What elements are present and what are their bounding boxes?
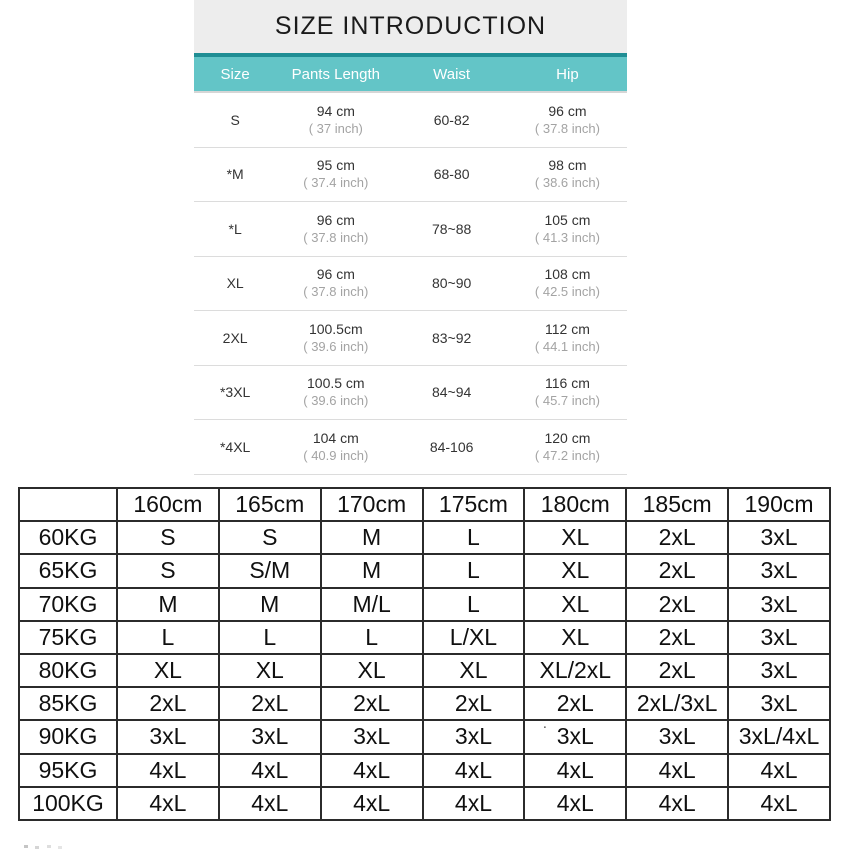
recommended-size-cell: 3xL <box>219 720 321 753</box>
recommended-size-cell: 2xL <box>626 621 728 654</box>
hip-cell-inch-value: ( 47.2 inch) <box>534 447 600 463</box>
waist-cell <box>395 274 508 292</box>
hip-cell <box>508 211 627 247</box>
matrix-corner-cell <box>19 488 117 521</box>
recommended-size-cell: M <box>321 521 423 554</box>
pants-length-cell-inch-value: ( 37.8 inch) <box>303 284 369 300</box>
size-cell-value: *4XL <box>219 438 251 455</box>
weight-label-cell: 70KG <box>19 588 117 621</box>
column-header-size: Size <box>220 65 250 83</box>
pants-length-cell-inch-value: ( 37 inch) <box>308 120 363 136</box>
hip-cell-value: 108 cm <box>544 266 591 283</box>
recommended-size-cell: 4xL <box>626 754 728 787</box>
recommended-size-cell: 2xL <box>117 687 219 720</box>
recommended-size-cell: M <box>117 588 219 621</box>
recommended-size-cell: XL <box>321 654 423 687</box>
recommended-size-cell: 3xL <box>728 621 830 654</box>
recommended-size-cell: 4xL <box>423 787 525 820</box>
waist-cell <box>395 111 508 129</box>
recommended-size-cell: XL <box>524 621 626 654</box>
recommended-size-cell: 3xL <box>728 687 830 720</box>
size-cell <box>194 383 276 401</box>
pants-length-cell-value: 94 cm <box>316 102 355 119</box>
recommended-size-cell: XL/2xL <box>524 654 626 687</box>
recommended-size-cell: 2xL <box>219 687 321 720</box>
recommended-size-cell: L <box>117 621 219 654</box>
pants-length-cell-value: 100.5 cm <box>307 375 365 392</box>
matrix-row <box>19 687 830 720</box>
size-cell-value: S <box>230 111 240 128</box>
height-header-cell: 190cm <box>728 488 830 521</box>
waist-cell <box>395 220 508 238</box>
hip-cell-value: 98 cm <box>548 157 587 174</box>
height-header-cell: 175cm <box>423 488 525 521</box>
hip-cell-value: 116 cm <box>545 375 590 392</box>
column-header-pants-length: Pants Length <box>291 65 380 83</box>
waist-cell <box>395 438 508 456</box>
size-cell-value: 2XL <box>222 329 248 346</box>
size-row <box>194 366 627 421</box>
waist-cell <box>395 329 508 347</box>
hip-cell-inch-value: ( 37.8 inch) <box>534 120 600 136</box>
recommended-size-cell: 4xL <box>524 754 626 787</box>
recommended-size-cell: 4xL <box>117 787 219 820</box>
pants-length-cell <box>276 211 395 247</box>
recommended-size-cell: XL <box>524 554 626 587</box>
recommended-size-cell: 2xL <box>321 687 423 720</box>
hip-cell-value: 112 cm <box>545 320 590 337</box>
hip-cell-inch-value: ( 41.3 inch) <box>534 229 600 245</box>
matrix-body <box>19 521 830 820</box>
size-row <box>194 202 627 257</box>
size-cell <box>194 111 276 129</box>
pants-length-cell-value: 100.5cm <box>308 320 363 337</box>
matrix-header-row <box>19 488 830 521</box>
waist-cell <box>395 383 508 401</box>
recommended-size-cell: 4xL <box>626 787 728 820</box>
recommended-size-cell: XL <box>524 588 626 621</box>
recommended-size-cell: M/L <box>321 588 423 621</box>
waist-cell-value: 60-82 <box>433 111 470 128</box>
waist-cell-value: 80~90 <box>431 275 472 292</box>
height-header-cell: 160cm <box>117 488 219 521</box>
recommended-size-cell: XL <box>423 654 525 687</box>
size-row <box>194 420 627 475</box>
pants-length-cell <box>276 320 395 356</box>
recommended-size-cell: XL <box>524 521 626 554</box>
size-row <box>194 257 627 312</box>
weight-label-cell: 60KG <box>19 521 117 554</box>
recommended-size-cell: 2xL <box>626 654 728 687</box>
weight-label-cell: 75KG <box>19 621 117 654</box>
recommended-size-cell: L <box>423 588 525 621</box>
pants-length-cell-value: 95 cm <box>316 157 355 174</box>
recommended-size-cell: 4xL <box>524 787 626 820</box>
recommended-size-cell: XL <box>117 654 219 687</box>
recommended-size-cell: L <box>321 621 423 654</box>
height-header-cell: 180cm <box>524 488 626 521</box>
recommended-size-cell: 4xL <box>321 754 423 787</box>
pants-length-cell-inch-value: ( 37.4 inch) <box>303 175 369 191</box>
recommended-size-cell: 4xL <box>117 754 219 787</box>
column-header-hip: Hip <box>556 65 579 83</box>
matrix-row <box>19 554 830 587</box>
hip-cell-inch-value: ( 42.5 inch) <box>534 284 600 300</box>
hip-cell <box>508 374 627 410</box>
recommended-size-cell: 4xL <box>321 787 423 820</box>
pants-length-cell-inch-value: ( 40.9 inch) <box>303 447 369 463</box>
weight-label-cell: 100KG <box>19 787 117 820</box>
recommended-size-cell: 3xL <box>728 521 830 554</box>
size-cell-value: XL <box>226 275 244 292</box>
recommended-size-cell: 2xL <box>524 687 626 720</box>
hip-cell-inch-value: ( 45.7 inch) <box>534 393 600 409</box>
size-cell-value: *M <box>226 166 244 183</box>
recommended-size-cell: L <box>219 621 321 654</box>
size-cell <box>194 220 276 238</box>
pants-length-cell <box>276 102 395 138</box>
size-introduction-body <box>194 93 627 475</box>
recommended-size-cell: S/M <box>219 554 321 587</box>
recommended-size-cell: 4xL <box>423 754 525 787</box>
recommended-size-cell: S <box>117 521 219 554</box>
hip-cell-inch-value: ( 44.1 inch) <box>534 338 600 354</box>
matrix-row <box>19 621 830 654</box>
size-cell-value: *3XL <box>219 384 251 401</box>
cutoff-text-artifact <box>24 845 28 848</box>
hip-cell-value: 120 cm <box>544 429 591 446</box>
recommended-size-cell: 3xL <box>423 720 525 753</box>
weight-label-cell: 85KG <box>19 687 117 720</box>
matrix-row <box>19 720 830 753</box>
size-introduction-table <box>194 0 627 475</box>
pants-length-cell-value: 96 cm <box>316 266 355 283</box>
waist-cell-value: 83~92 <box>431 329 472 346</box>
pants-length-cell <box>276 265 395 301</box>
recommended-size-cell: M <box>321 554 423 587</box>
weight-label-cell: 95KG <box>19 754 117 787</box>
recommended-size-cell: 3xL <box>626 720 728 753</box>
size-cell <box>194 165 276 183</box>
weight-label-cell: 80KG <box>19 654 117 687</box>
weight-label-cell: 65KG <box>19 554 117 587</box>
size-introduction-title: SIZE INTRODUCTION <box>194 0 627 53</box>
hip-cell-value: 96 cm <box>548 102 587 119</box>
recommended-size-cell: 2xL <box>626 554 728 587</box>
recommended-size-cell: L <box>423 554 525 587</box>
pants-length-cell <box>276 429 395 465</box>
height-header-cell: 185cm <box>626 488 728 521</box>
size-cell <box>194 274 276 292</box>
recommended-size-cell: XL <box>219 654 321 687</box>
height-header-cell: 170cm <box>321 488 423 521</box>
recommended-size-cell: L <box>423 521 525 554</box>
stray-dot-artifact: · <box>542 718 548 736</box>
hip-cell <box>508 429 627 465</box>
recommended-size-cell: M <box>219 588 321 621</box>
size-row <box>194 148 627 203</box>
recommended-size-cell: 3xL <box>728 654 830 687</box>
recommended-size-cell: 3xL/4xL <box>728 720 830 753</box>
recommended-size-cell: 3xL <box>728 554 830 587</box>
waist-cell-value: 84~94 <box>431 384 472 401</box>
waist-cell-value: 84-106 <box>429 438 474 455</box>
hip-cell <box>508 265 627 301</box>
matrix-row <box>19 654 830 687</box>
size-cell <box>194 438 276 456</box>
recommended-size-cell: L/XL <box>423 621 525 654</box>
recommended-size-cell: 4xL <box>219 787 321 820</box>
pants-length-cell-inch-value: ( 39.6 inch) <box>303 338 369 354</box>
hip-cell-value: 105 cm <box>544 211 591 228</box>
recommended-size-cell: 3xL <box>117 720 219 753</box>
hip-cell <box>508 102 627 138</box>
recommended-size-cell: 2xL <box>423 687 525 720</box>
matrix-header <box>19 488 830 521</box>
recommended-size-cell: 2xL/3xL <box>626 687 728 720</box>
pants-length-cell-value: 96 cm <box>316 211 355 228</box>
pants-length-cell <box>276 156 395 192</box>
matrix-row <box>19 787 830 820</box>
recommended-size-cell: S <box>117 554 219 587</box>
recommended-size-cell: 4xL <box>728 754 830 787</box>
hip-cell <box>508 156 627 192</box>
recommended-size-cell: 4xL <box>728 787 830 820</box>
recommended-size-cell: 3xL · <box>524 720 626 753</box>
size-introduction-header-row <box>194 53 627 93</box>
pants-length-cell-inch-value: ( 37.8 inch) <box>303 229 369 245</box>
pants-length-cell <box>276 374 395 410</box>
pants-length-cell-value: 104 cm <box>312 429 359 446</box>
matrix-row <box>19 588 830 621</box>
recommended-size-cell: 2xL <box>626 521 728 554</box>
size-cell <box>194 329 276 347</box>
recommended-size-cell: S <box>219 521 321 554</box>
weight-label-cell: 90KG <box>19 720 117 753</box>
pants-length-cell-inch-value: ( 39.6 inch) <box>303 393 369 409</box>
matrix-row <box>19 521 830 554</box>
height-weight-size-matrix <box>18 487 831 821</box>
matrix-row <box>19 754 830 787</box>
height-header-cell: 165cm <box>219 488 321 521</box>
size-cell-value: *L <box>228 220 242 237</box>
recommended-size-cell: 2xL <box>626 588 728 621</box>
recommended-size-cell: 4xL <box>219 754 321 787</box>
hip-cell-inch-value: ( 38.6 inch) <box>534 175 600 191</box>
recommended-size-cell: 3xL <box>321 720 423 753</box>
waist-cell-value: 68-80 <box>433 166 470 183</box>
column-header-waist: Waist <box>433 65 471 83</box>
waist-cell-value: 78~88 <box>431 220 472 237</box>
size-row <box>194 93 627 148</box>
hip-cell <box>508 320 627 356</box>
waist-cell <box>395 165 508 183</box>
size-row <box>194 311 627 366</box>
recommended-size-cell: 3xL <box>728 588 830 621</box>
